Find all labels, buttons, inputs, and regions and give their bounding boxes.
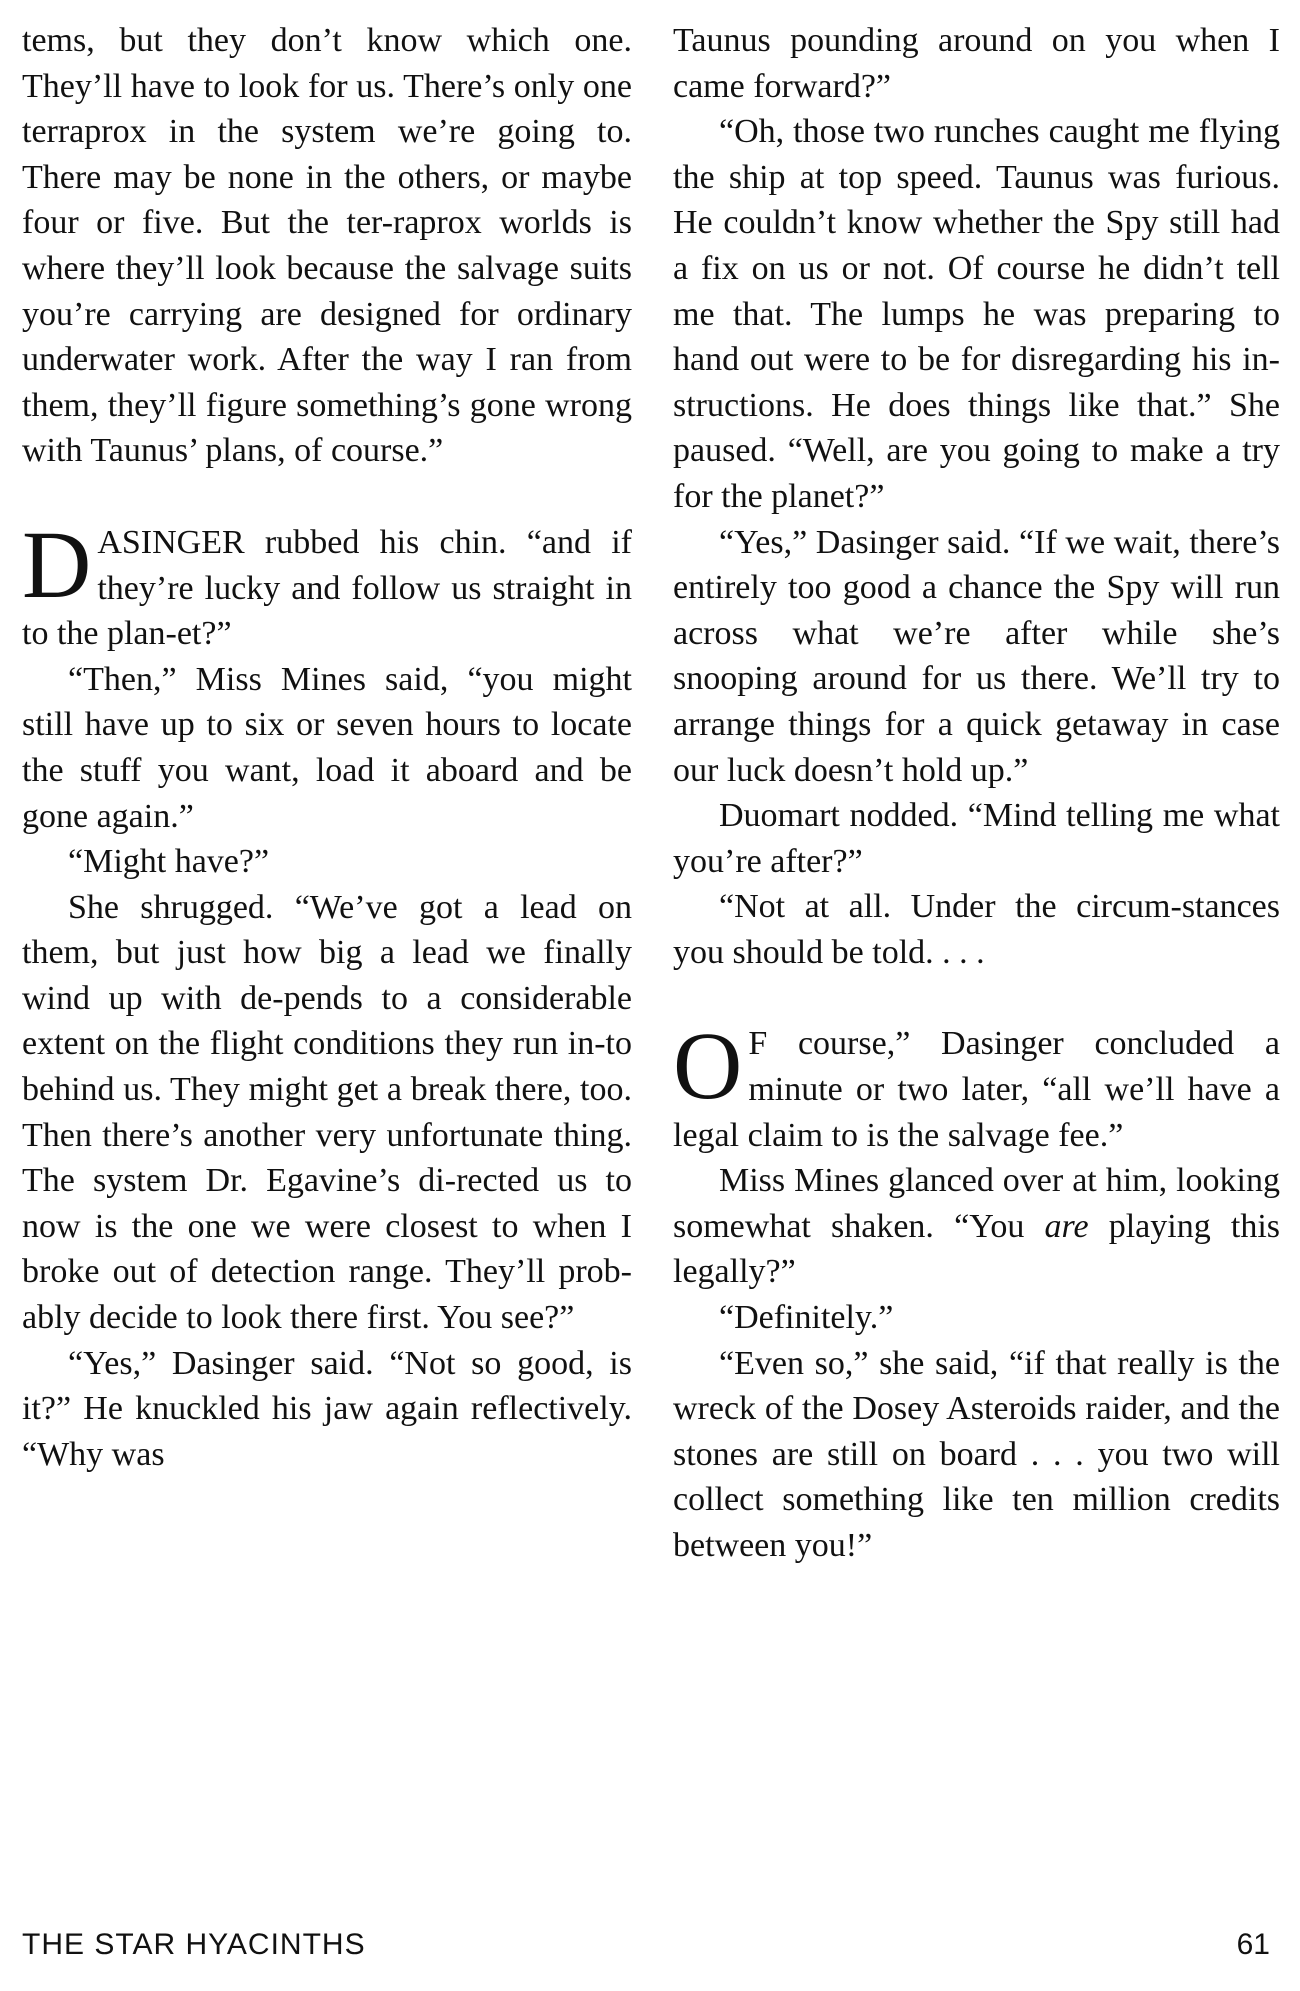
paragraph-text: “Definitely.” bbox=[719, 1299, 894, 1337]
paragraph-text: “Then,” Miss Mines said, “you might still have up to six or seven hours to locate the stuff you want, load it aboard and be gone again.” bbox=[22, 660, 632, 835]
paragraph-text: “Oh, those two runches caught me flying the ship at top speed. Taunus was furious. He couldn’t know whether the Spy still had a fix on us or not. Of course he didn’t tell me that. The lumps he was preparing to hand out were to be for disregarding his in-structions. He does things like that.” She paused. “Well, are you going to make a try for the planet?” bbox=[673, 113, 1280, 515]
paragraph-text: Taunus pounding around on you when I came forward?” bbox=[673, 22, 1280, 105]
paragraph bbox=[673, 1012, 1280, 1158]
paragraph-text: Duomart nodded. “Mind telling me what you’re after?” bbox=[673, 797, 1280, 880]
paragraph bbox=[673, 18, 1280, 109]
right-column bbox=[673, 18, 1280, 1569]
paragraph-text: ASINGER rubbed his chin. “and if they’re lucky and follow us straight in to the plan-et?” bbox=[22, 523, 632, 653]
paragraph-text: “Not at all. Under the circum-stances you should be told. . . . bbox=[673, 888, 1280, 971]
paragraph-text: “Yes,” Dasinger said. “Not so good, is it?” He knuckled his jaw again reflectively. “Why was bbox=[22, 1344, 632, 1473]
drop-cap: O bbox=[673, 1012, 743, 1120]
paragraph bbox=[22, 885, 632, 1341]
paragraph-text: tems, but they don’t know which one. They’ll have to look for us. There’s only one terraprox in the system we’re going to. There may be none in the others, or maybe four or five. But the ter-raprox worlds is where they’ll look because the salvage suits you’re carrying are designed for ordinary underwater work. After the way I ran from them, they’ll figure something’s gone wrong with Taunus’ plans, of course.” bbox=[22, 22, 632, 470]
paragraph bbox=[22, 657, 632, 839]
paragraph bbox=[673, 793, 1280, 884]
paragraph bbox=[22, 18, 632, 474]
left-column bbox=[22, 18, 632, 1477]
paragraph bbox=[22, 1341, 632, 1478]
paragraph bbox=[673, 109, 1280, 519]
paragraph bbox=[22, 510, 632, 657]
paragraph-text: “Might have?” bbox=[68, 843, 270, 881]
paragraph-text: “Even so,” she said, “if that really is the wreck of the Dosey Asteroids raider, and the stones are still on board . . . you two will collect something like ten million credits between you!” bbox=[673, 1344, 1280, 1564]
paragraph bbox=[673, 1295, 1280, 1341]
paragraph-text: “Yes,” Dasinger said. “If we wait, there’s entirely too good a chance the Spy will run across what we’re after while she’s snooping around for us there. We’ll try to arrange things for a quick getaway in case our luck doesn’t hold up.” bbox=[673, 523, 1280, 789]
paragraph bbox=[673, 520, 1280, 794]
paragraph bbox=[22, 839, 632, 885]
paragraph bbox=[673, 884, 1280, 975]
page-number: 61 bbox=[1236, 1928, 1270, 1961]
paragraph bbox=[673, 1158, 1280, 1295]
paragraph-text: F course,” Dasinger concluded a minute or two later, “all we’ll have a legal claim to is the salvage fee.” bbox=[673, 1025, 1280, 1154]
drop-cap: D bbox=[22, 510, 92, 618]
paragraph-text: Miss Mines glanced over at him, looking somewhat shaken. “You are playing this legally?” bbox=[673, 1162, 1281, 1291]
running-footer-title: THE STAR HYACINTHS bbox=[22, 1928, 366, 1961]
paragraph-text: She shrugged. “We’ve got a lead on them, but just how big a lead we finally wind up with de-pends to a considerable extent on the flight conditions they run in-to behind us. They might get a break there, too. Then there’s another very unfortunate thing. The system Dr. Egavine’s di-rected us to now is the one we were closest to when I broke out of detection range. They’ll prob-ably decide to look there first. You see?” bbox=[22, 888, 632, 1337]
paragraph bbox=[673, 1341, 1280, 1569]
